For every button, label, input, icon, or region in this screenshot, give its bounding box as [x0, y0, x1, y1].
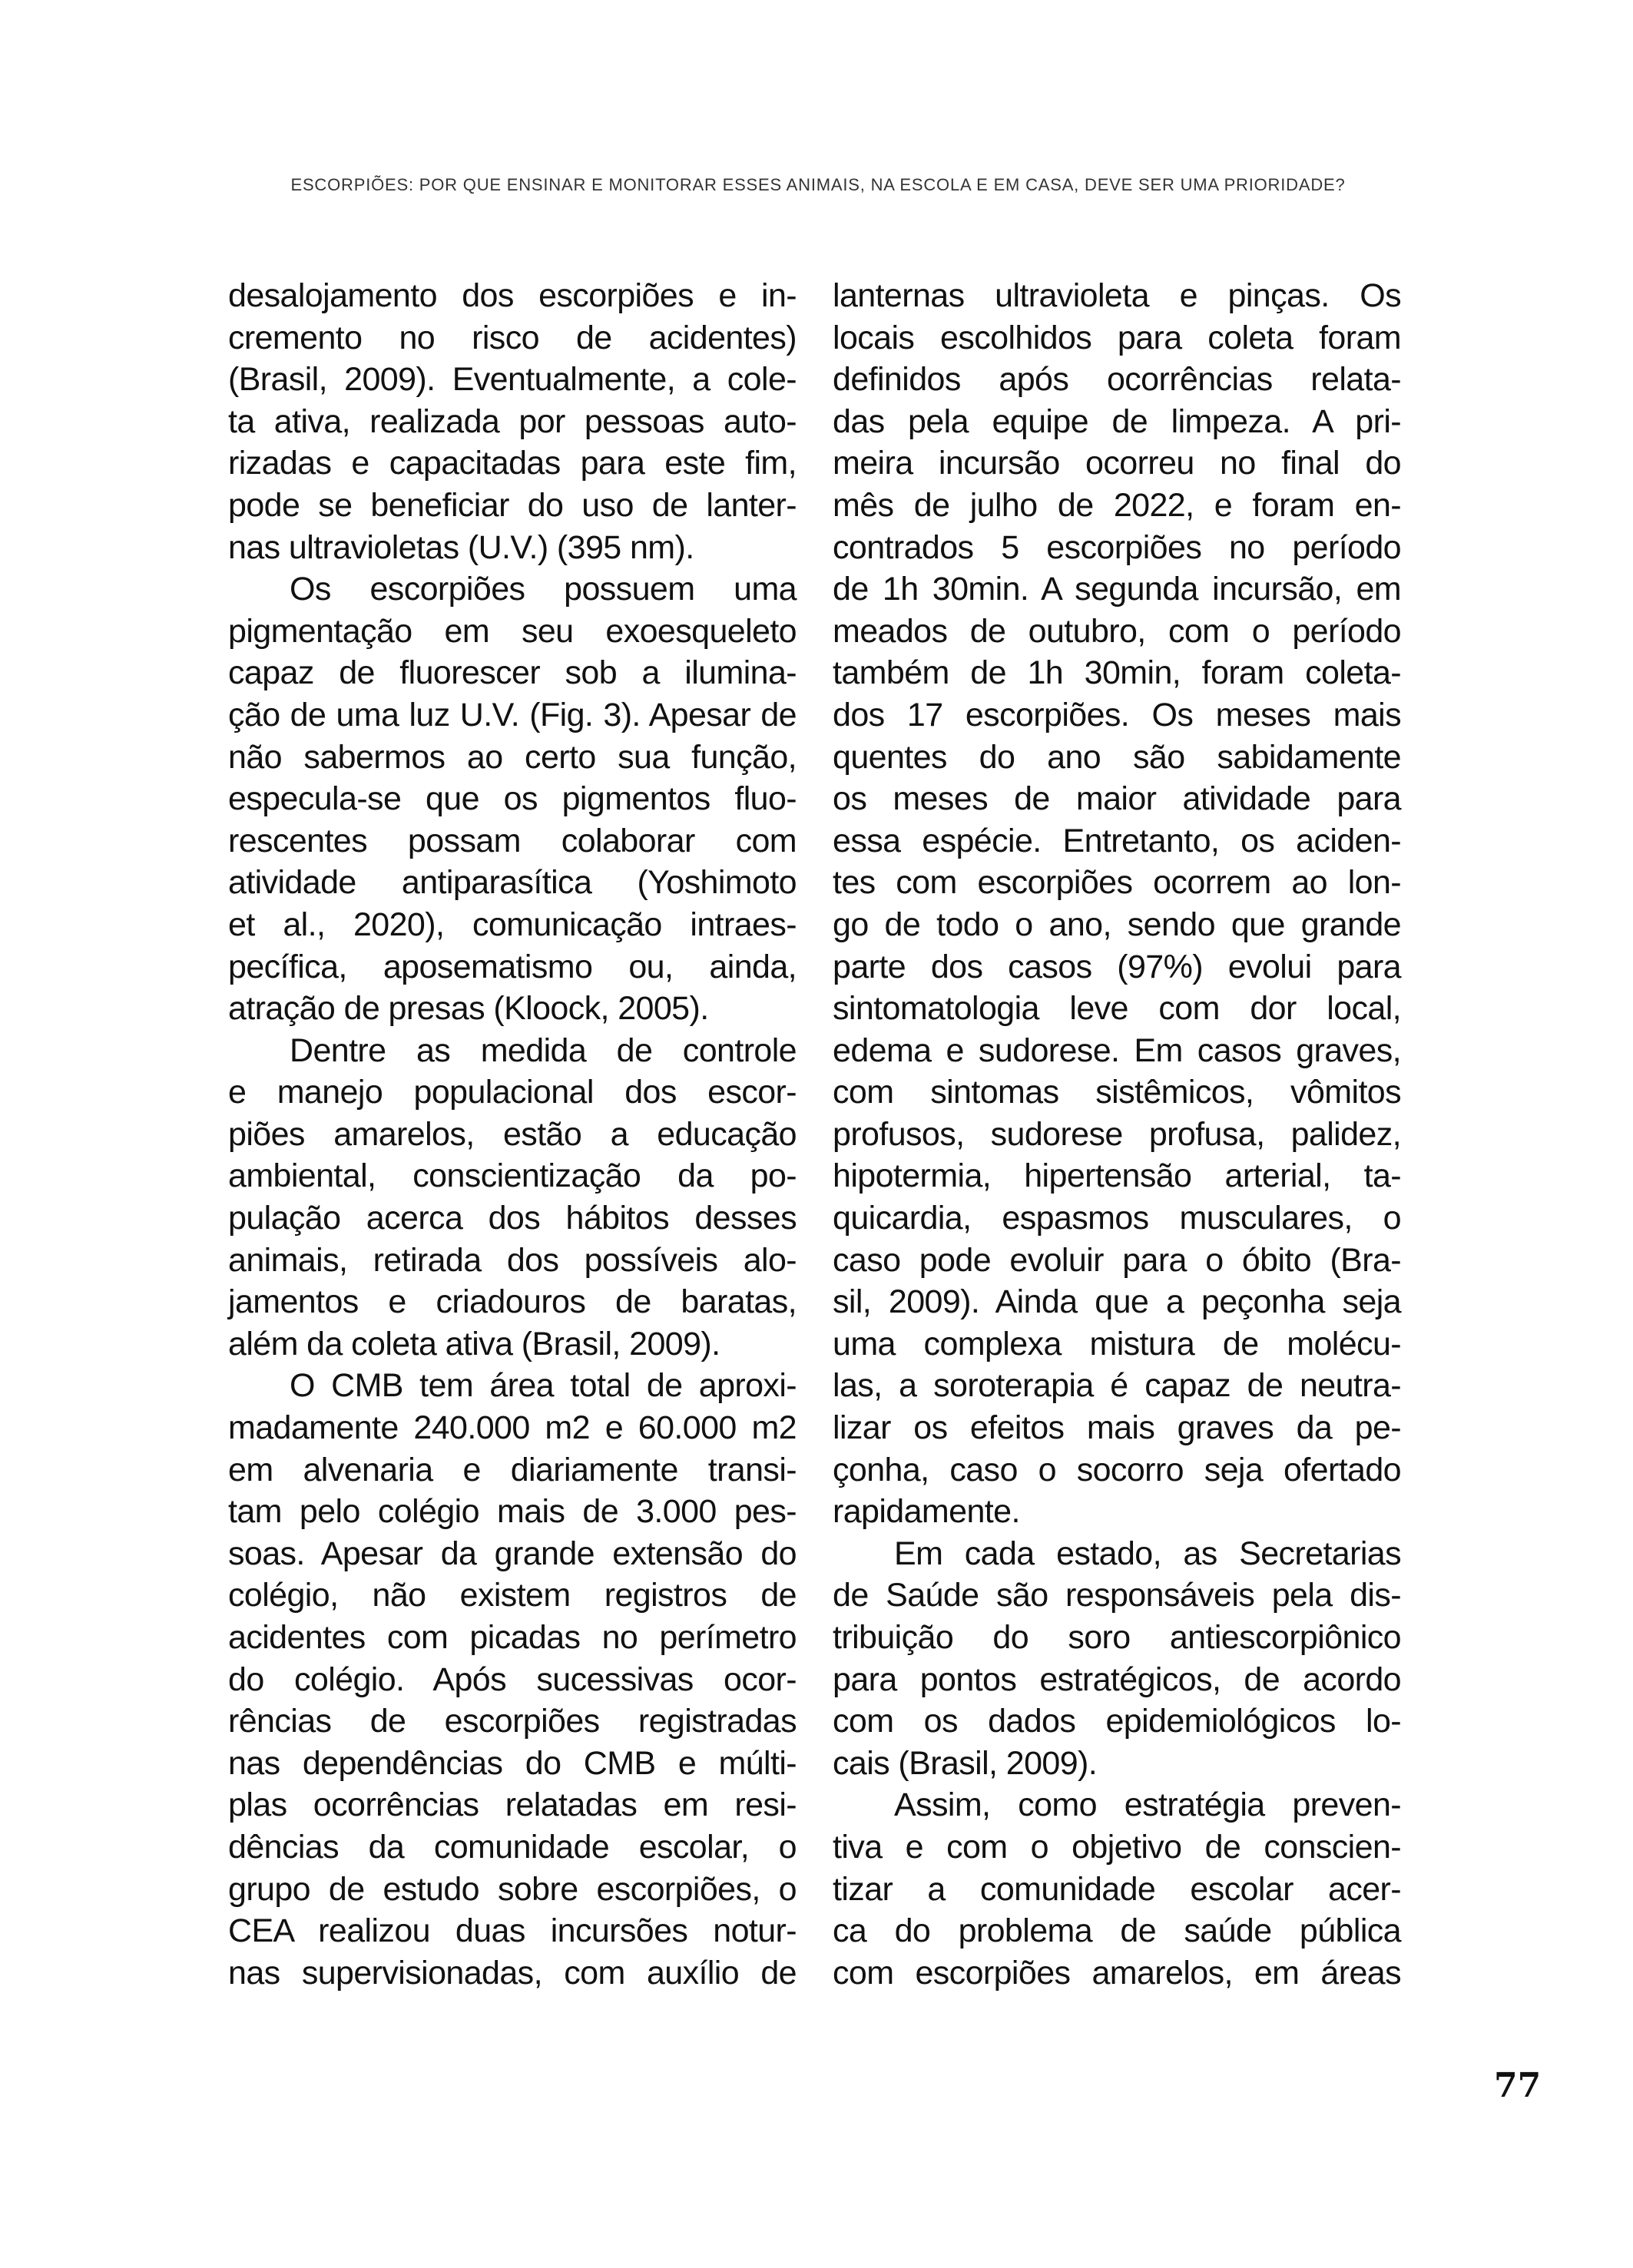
left-text-column — [228, 275, 797, 1994]
text-line: edema e sudorese. Em casos graves, — [833, 1031, 1401, 1069]
text-line: uma complexa mistura de molécu- — [833, 1325, 1401, 1362]
text-line: essa espécie. Entretanto, os aciden- — [833, 822, 1401, 859]
text-line: atividade antiparasítica (Yoshimoto — [228, 864, 797, 902]
right-text-column — [833, 275, 1401, 1994]
text-line: meira incursão ocorreu no final do — [833, 445, 1401, 482]
text-line: dos 17 escorpiões. Os meses mais — [833, 696, 1401, 733]
text-line: colégio, não existem registros de — [228, 1577, 797, 1614]
text-line: piões amarelos, estão a educação — [228, 1115, 797, 1153]
text-line: ção de uma luz U.V. (Fig. 3). Apesar de — [228, 696, 797, 733]
text-line: ambiental, conscientização da po- — [228, 1157, 797, 1195]
text-line: mês de julho de 2022, e foram en- — [833, 486, 1401, 524]
running-header: ESCORPIÕES: POR QUE ENSINAR E MONITORAR ESSES ANIMAIS, NA ESCOLA E EM CASA, DEVE SER UMA PRIORIDADE? — [290, 175, 1346, 194]
text-line: pigmentação em seu exoesqueleto — [228, 612, 797, 650]
text-line: cais (Brasil, 2009). — [833, 1744, 1098, 1782]
paragraph-start-line: Dentre as medida de controle — [290, 1031, 797, 1069]
text-line: meados de outubro, com o período — [833, 612, 1401, 650]
text-line: profusos, sudorese profusa, palidez, — [833, 1115, 1401, 1153]
text-line: das pela equipe de limpeza. A pri- — [833, 402, 1401, 440]
text-line: tribuição do soro antiescorpiônico — [833, 1619, 1401, 1656]
text-line: et al., 2020), comunicação intraes- — [228, 906, 797, 943]
text-line: de Saúde são responsáveis pela dis- — [833, 1577, 1401, 1614]
text-line: definidos após ocorrências relata- — [833, 361, 1401, 399]
text-line: soas. Apesar da grande extensão do — [228, 1535, 797, 1572]
text-line: nas supervisionadas, com auxílio de — [228, 1954, 797, 1992]
text-line: caso pode evoluir para o óbito (Bra- — [833, 1241, 1401, 1279]
text-line: ca do problema de saúde pública — [833, 1912, 1401, 1950]
text-line: também de 1h 30min, foram coleta- — [833, 654, 1401, 692]
text-line: locais escolhidos para coleta foram — [833, 319, 1401, 356]
text-line: atração de presas (Kloock, 2005). — [228, 990, 709, 1028]
text-line: e manejo populacional dos escor- — [228, 1074, 797, 1111]
text-line: cremento no risco de acidentes) — [228, 319, 797, 356]
text-line: tam pelo colégio mais de 3.000 pes- — [228, 1493, 797, 1531]
text-line: lanternas ultravioleta e pinças. Os — [833, 277, 1401, 314]
text-line: go de todo o ano, sendo que grande — [833, 906, 1401, 943]
paragraph-start-line: O CMB tem área total de aproxi- — [290, 1367, 797, 1405]
text-line: ta ativa, realizada por pessoas auto- — [228, 402, 797, 440]
text-line: plas ocorrências relatadas em resi- — [228, 1786, 797, 1824]
text-line: (Brasil, 2009). Eventualmente, a cole- — [228, 361, 797, 399]
text-line: quicardia, espasmos musculares, o — [833, 1200, 1401, 1237]
text-line: tizar a comunidade escolar acer- — [833, 1870, 1401, 1908]
text-line: las, a soroterapia é capaz de neutra- — [833, 1367, 1401, 1405]
text-line: com escorpiões amarelos, em áreas — [833, 1954, 1401, 1992]
text-line: parte dos casos (97%) evolui para — [833, 948, 1401, 985]
text-line: com os dados epidemiológicos lo- — [833, 1703, 1401, 1740]
text-line: especula-se que os pigmentos fluo- — [228, 780, 797, 818]
text-line: sintomatologia leve com dor local, — [833, 990, 1401, 1028]
text-line: desalojamento dos escorpiões e in- — [228, 277, 797, 314]
text-line: rescentes possam colaborar com — [228, 822, 797, 859]
text-line: dências da comunidade escolar, o — [228, 1828, 797, 1866]
paragraph-start-line: Os escorpiões possuem uma — [290, 571, 797, 608]
text-line: sil, 2009). Ainda que a peçonha seja — [833, 1283, 1401, 1321]
text-line: além da coleta ativa (Brasil, 2009). — [228, 1325, 720, 1362]
text-line: nas ultravioletas (U.V.) (395 nm). — [228, 528, 694, 566]
text-line: não sabermos ao certo sua função, — [228, 738, 797, 776]
text-line: acidentes com picadas no perímetro — [228, 1619, 797, 1656]
paragraph-start-line: Assim, como estratégia preven- — [894, 1786, 1401, 1824]
text-line: grupo de estudo sobre escorpiões, o — [228, 1870, 797, 1908]
text-line: capaz de fluorescer sob a ilumina- — [228, 654, 797, 692]
text-line: os meses de maior atividade para — [833, 780, 1401, 818]
text-line: madamente 240.000 m2 e 60.000 m2 — [228, 1409, 797, 1447]
text-line: quentes do ano são sabidamente — [833, 738, 1401, 776]
text-line: rizadas e capacitadas para este fim, — [228, 445, 797, 482]
text-line: lizar os efeitos mais graves da pe- — [833, 1409, 1401, 1447]
text-line: çonha, caso o socorro seja ofertado — [833, 1451, 1401, 1488]
page-number: 77 — [1494, 2066, 1542, 2105]
text-line: hipotermia, hipertensão arterial, ta- — [833, 1157, 1401, 1195]
text-line: para pontos estratégicos, de acordo — [833, 1660, 1401, 1698]
text-line: jamentos e criadouros de baratas, — [228, 1283, 797, 1321]
text-line: pecífica, aposematismo ou, ainda, — [228, 948, 797, 985]
text-line: rências de escorpiões registradas — [228, 1703, 797, 1740]
text-line: de 1h 30min. A segunda incursão, em — [833, 571, 1401, 608]
text-line: do colégio. Após sucessivas ocor- — [228, 1660, 797, 1698]
text-line: pulação acerca dos hábitos desses — [228, 1200, 797, 1237]
text-line: em alvenaria e diariamente transi- — [228, 1451, 797, 1488]
text-line: nas dependências do CMB e múlti- — [228, 1744, 797, 1782]
text-line: com sintomas sistêmicos, vômitos — [833, 1074, 1401, 1111]
text-line: CEA realizou duas incursões notur- — [228, 1912, 797, 1950]
text-line: contrados 5 escorpiões no período — [833, 528, 1401, 566]
paragraph-start-line: Em cada estado, as Secretarias — [894, 1535, 1401, 1572]
text-line: animais, retirada dos possíveis alo- — [228, 1241, 797, 1279]
text-line: tes com escorpiões ocorrem ao lon- — [833, 864, 1401, 902]
text-line: pode se beneficiar do uso de lanter- — [228, 486, 797, 524]
text-line: tiva e com o objetivo de conscien- — [833, 1828, 1401, 1866]
text-line: rapidamente. — [833, 1493, 1020, 1531]
